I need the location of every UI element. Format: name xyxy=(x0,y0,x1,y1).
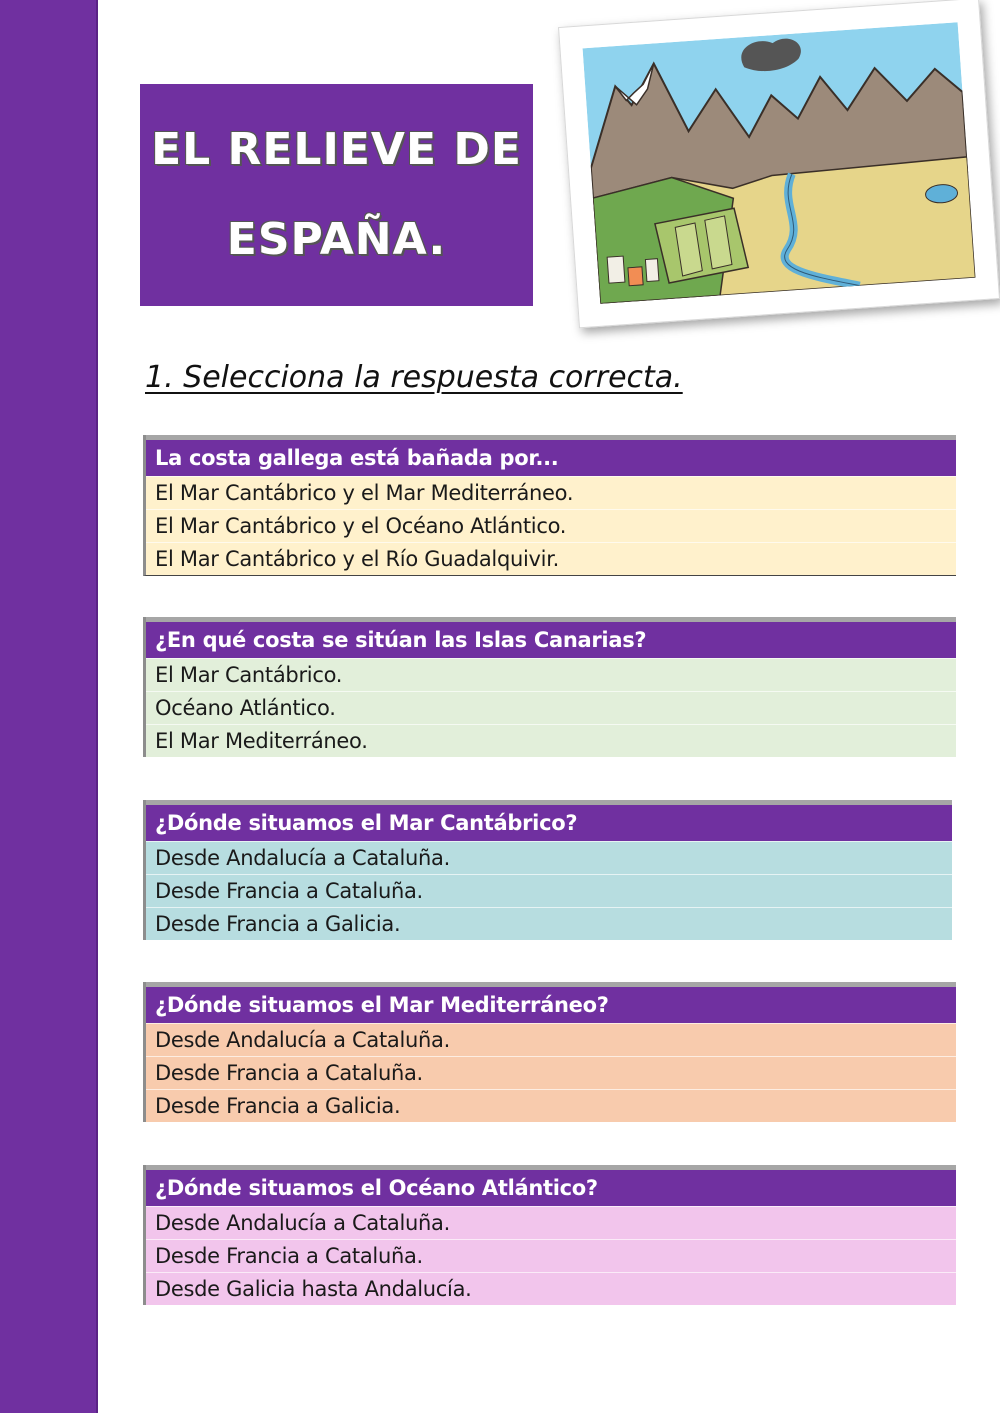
title-line-2: ESPAÑA. xyxy=(226,214,447,265)
question-block-4 xyxy=(143,982,956,1122)
answer-option[interactable]: Desde Galicia hasta Andalucía. xyxy=(146,1272,956,1305)
answer-option[interactable]: Desde Francia a Cataluña. xyxy=(146,1239,956,1272)
question-prompt: ¿Dónde situamos el Mar Cantábrico? xyxy=(146,800,952,841)
answer-option[interactable]: Desde Andalucía a Cataluña. xyxy=(146,1206,956,1239)
title-line-1: EL RELIEVE DE xyxy=(151,124,522,175)
answer-option[interactable]: El Mar Cantábrico y el Río Guadalquivir. xyxy=(146,542,956,575)
question-block-2 xyxy=(143,617,956,757)
instruction-heading: 1. Selecciona la respuesta correcta. xyxy=(145,360,683,395)
answer-option[interactable]: El Mar Cantábrico y el Mar Mediterráneo. xyxy=(146,476,956,509)
answer-option[interactable]: El Mar Cantábrico. xyxy=(146,658,956,691)
sidebar-stripe xyxy=(0,0,98,1413)
landscape-illustration-icon xyxy=(583,22,976,304)
answer-option[interactable]: Desde Francia a Galicia. xyxy=(146,1089,956,1122)
title-banner xyxy=(140,84,533,306)
question-block-1 xyxy=(143,435,956,576)
question-prompt: ¿Dónde situamos el Océano Atlántico? xyxy=(146,1165,956,1206)
answer-option[interactable]: Desde Andalucía a Cataluña. xyxy=(146,841,952,874)
question-prompt: ¿Dónde situamos el Mar Mediterráneo? xyxy=(146,982,956,1023)
landscape-photo xyxy=(558,0,1000,328)
answer-option[interactable]: Océano Atlántico. xyxy=(146,691,956,724)
question-prompt: La costa gallega está bañada por... xyxy=(146,435,956,476)
answer-option[interactable]: El Mar Cantábrico y el Océano Atlántico. xyxy=(146,509,956,542)
answer-option[interactable]: El Mar Mediterráneo. xyxy=(146,724,956,757)
question-block-3 xyxy=(143,800,952,940)
question-prompt: ¿En qué costa se sitúan las Islas Canarias? xyxy=(146,617,956,658)
answer-option[interactable]: Desde Francia a Galicia. xyxy=(146,907,952,940)
question-block-5 xyxy=(143,1165,956,1305)
answer-option[interactable]: Desde Francia a Cataluña. xyxy=(146,1056,956,1089)
answer-option[interactable]: Desde Andalucía a Cataluña. xyxy=(146,1023,956,1056)
answer-option[interactable]: Desde Francia a Cataluña. xyxy=(146,874,952,907)
